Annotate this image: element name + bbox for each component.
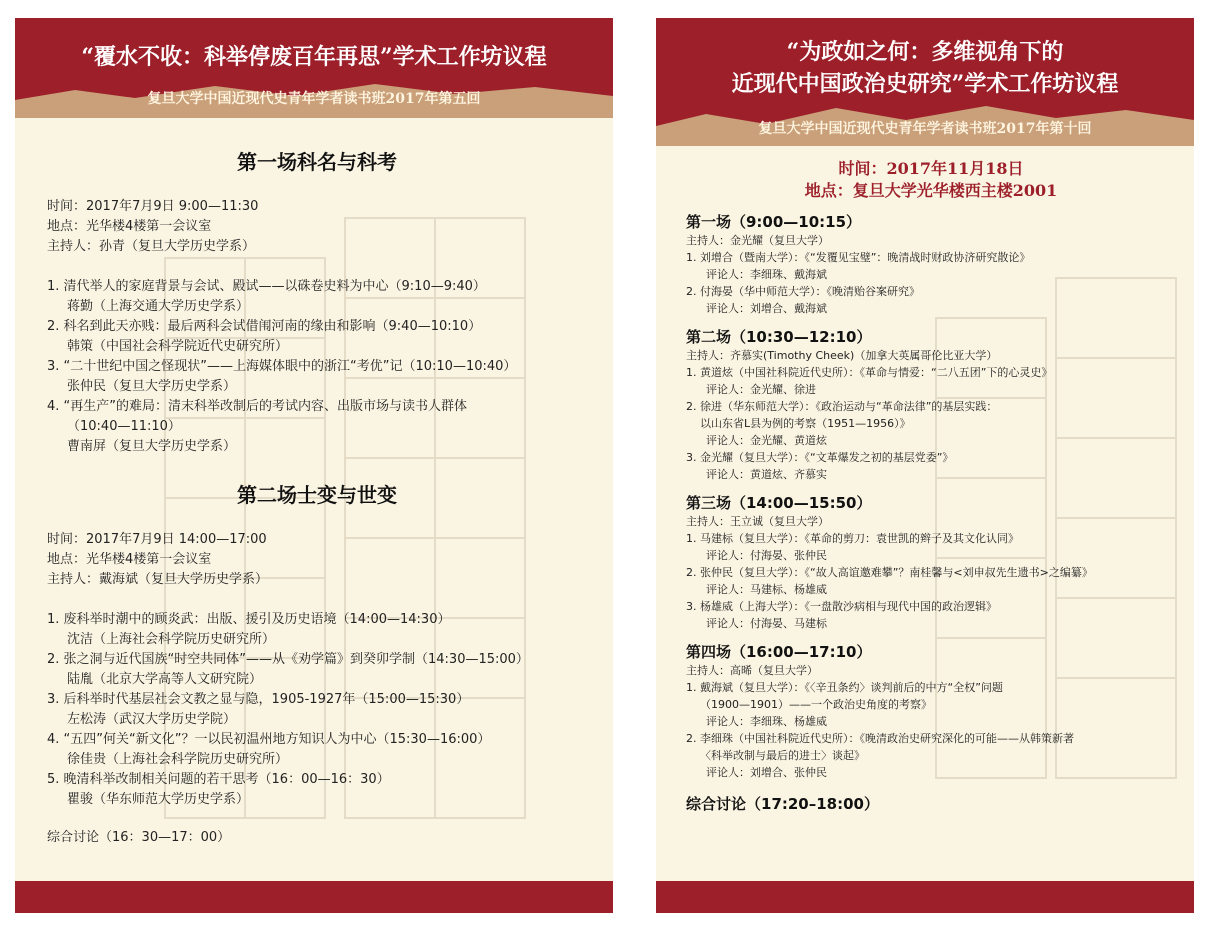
right-session-3 [686,493,1176,632]
agenda-item: 2. 张仲民（复旦大学）：《“故人高谊邀难攀”？南桂馨与<刘申叔先生遗书>之编纂》 评论人：马建标、杨雄威 [686,566,1093,596]
session-place: 地点：光华楼4楼第一会议室 [47,219,212,234]
agenda-item: 5. 晚清科举改制相关问题的若干思考（16：00—16：30） 瞿骏（华东师范大学历史学系） [47,772,390,807]
agenda-item: 1. 废科举时潮中的顾炎武：出版、援引及历史语境（14:00—14:30） 沈洁（上海社会科学院历史研究所） [47,612,451,647]
agenda-item: 2. 徐进（华东师范大学）：《政治运动与“革命法律”的基层实践： 以山东省L县为例的考察（1951—1956）》 评论人：金光耀、黄道炫 [686,400,998,447]
session-title: 第四场（16:00—17:10） [686,643,872,661]
agenda-item: 1. 马建标（复旦大学）：《革命的剪刀：袁世凯的辫子及其文化认同》 评论人：付海晏、张仲民 [686,532,1019,562]
left-footer-band [15,881,613,913]
agenda-item: 2. 李细珠（中国社科院近代史所）：《晚清政治史研究深化的可能——从韩策新著 〈科举改制与最后的进士〉谈起》 评论人：刘增合、张仲民 [686,732,1074,779]
agenda-item: 2. 张之洞与近代国族“时空共同体”——从《劝学篇》到癸卯学制（14:30—15:00） 陆胤（北京大学高等人文研究院） [47,652,529,687]
session-title: 第三场（14:00—15:50） [686,494,872,512]
agenda-item: 2. 科名到此天亦贱：最后两科会试借闱河南的缘由和影响（9:40—10:10） 韩策（中国社会科学院近代史研究所） [47,319,482,354]
right-agenda [686,158,1176,814]
agenda-item: 3. 金光耀（复旦大学）：《“文革爆发之初的基层党委”》 评论人：黄道炫、齐慕实 [686,451,954,481]
session-time: 时间：2017年7月9日 14:00—17:00 [47,532,267,547]
right-title-line1: “为政如之何：多维视角下的 [786,39,1064,65]
agenda-item: 3. 杨雄威（上海大学）：《一盘散沙病相与现代中国的政治逻辑》 评论人：付海晏、马建标 [686,600,997,630]
session-host: 主持人：金光耀（复旦大学） [686,234,829,247]
session-title: 第一场科名与科考 [237,150,397,174]
session-host: 主持人：王立诚（复旦大学） [686,515,829,528]
session-title: 第一场（9:00—10:15） [686,213,862,231]
right-header [656,18,1194,146]
right-footer-band [656,881,1194,913]
agenda-item: 1. 清代举人的家庭背景与会试、殿试——以硃卷史料为中心（9:10—9:40） 蒋勤（上海交通大学历史学系） [47,279,486,314]
agenda-item: 1. 黄道炫（中国社科院近代史所）：《革命与情爱：“二八五团”下的心灵史》 评论人：金光耀、徐进 [686,366,1053,396]
right-closing-discussion: 综合讨论（17:20–18:00） [686,795,879,813]
left-session-2 [47,479,587,810]
left-session-1 [47,146,587,457]
session-time: 时间：2017年7月9日 9:00—11:30 [47,199,259,214]
agenda-item: 1. 戴海斌（复旦大学）：《〈辛丑条约〉谈判前后的中方“全权”问题 （1900—1901）——一个政治史角度的考察》 评论人：李细珠、杨雄威 [686,681,1003,728]
right-title-line2: 近现代中国政治史研究”学术工作坊议程 [731,71,1119,97]
session-host: 主持人：戴海斌（复旦大学历史学系） [47,572,269,587]
left-poster [15,18,613,913]
session-title: 第二场（10:30—12:10） [686,328,872,346]
session-host: 主持人：孙青（复旦大学历史学系） [47,239,256,254]
right-session-1 [686,212,1176,317]
session-place: 地点：光华楼4楼第一会议室 [47,552,212,567]
left-header [15,18,613,118]
left-subtitle: 复旦大学中国近现代史青年学者读书班2017年第五回 [147,91,481,107]
right-session-4 [686,642,1176,781]
session-title: 第二场士变与世变 [237,483,397,507]
right-subtitle: 复旦大学中国近现代史青年学者读书班2017年第十回 [758,121,1092,137]
right-poster [656,18,1194,913]
agenda-item: 4. “再生产”的难局：清末科举改制后的考试内容、出版市场与读书人群体 （10:40—11:10） 曹南屏（复旦大学历史学系） [47,399,468,454]
left-agenda [47,146,587,848]
agenda-item: 3. “二十世纪中国之怪现状”——上海媒体眼中的浙江“考优”记（10:10—10:40） 张仲民（复旦大学历史学系） [47,359,517,394]
agenda-item: 4. “五四”何关“新文化”？一以民初温州地方知识人为中心（15:30—16:00） 徐佳贵（上海社会科学院历史研究所） [47,732,491,767]
event-time: 时间：2017年11月18日 [838,159,1024,178]
session-host: 主持人：高晞（复旦大学） [686,664,818,677]
session-host: 主持人：齐慕实(Timothy Cheek)（加拿大英属哥伦比亚大学） [686,349,998,362]
agenda-item: 2. 付海晏（华中师范大学）：《晚清贻谷案研究》 评论人：刘增合、戴海斌 [686,285,920,315]
agenda-item: 1. 刘增合（暨南大学）：《“发覆见宝璧”：晚清战时财政协济研究散论》 评论人：李细珠、戴海斌 [686,251,1031,281]
agenda-item: 3. 后科举时代基层社会文教之显与隐，1905-1927年（15:00—15:30） 左松涛（武汉大学历史学院） [47,692,470,727]
right-session-2 [686,327,1176,483]
event-place: 地点：复旦大学光华楼西主楼2001 [804,181,1058,200]
left-title: “覆水不收：科举停废百年再思”学术工作坊议程 [81,44,547,70]
left-closing-discussion: 综合讨论（16：30—17：00） [47,830,231,845]
right-title [656,36,1194,100]
